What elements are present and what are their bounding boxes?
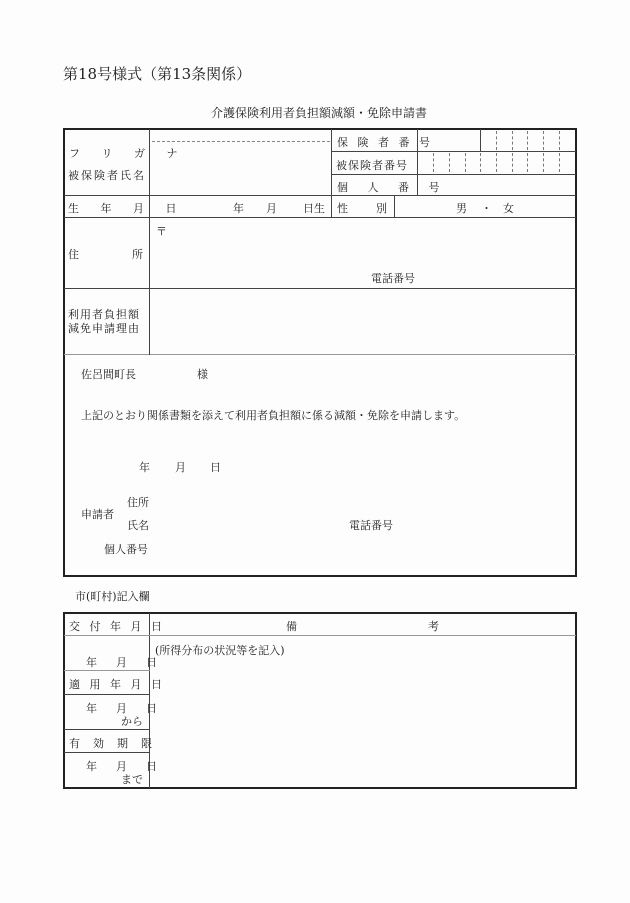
birth-month-unit: 月 [266, 202, 277, 215]
addressee: 佐呂間町長 [81, 368, 136, 381]
applicant-name-input[interactable] [155, 514, 340, 532]
issue-date-label: 交 付 年 月 日 [69, 620, 165, 633]
gender-option-male[interactable]: 男 [456, 202, 467, 215]
insured-number-label: 被保険者番号 [336, 159, 408, 172]
insurer-number-input[interactable] [418, 130, 575, 151]
application-day-unit: 日 [210, 461, 221, 474]
declaration-statement: 上記のとおり関係書類を添えて利用者負担額に係る減額・免除を申請します。 [81, 409, 466, 422]
birth-year-unit: 年 [233, 202, 244, 215]
applicant-address-input[interactable] [155, 491, 565, 509]
gender-separator: ・ [481, 202, 492, 215]
apply-date-value[interactable]: 年 月 日 [86, 702, 161, 715]
birthdate-label: 生 年 月 日 [68, 202, 186, 215]
form-number: 第18号様式（第13条関係） [63, 65, 252, 83]
applicant-address-label: 住所 [127, 496, 149, 509]
remarks-label-2: 考 [428, 620, 439, 633]
from-label: から [121, 715, 143, 728]
insurer-number-label: 保 険 者 番 号 [337, 136, 433, 149]
applicant-personal-number-input[interactable] [155, 538, 405, 556]
gender-label-1: 性 [337, 202, 348, 215]
birth-day-unit: 日生 [303, 202, 325, 215]
reason-label-1: 利用者負担額 [68, 308, 140, 321]
reason-input[interactable] [151, 289, 575, 354]
gender-option-female[interactable]: 女 [503, 202, 514, 215]
insured-name-label: 被保険者氏名 [68, 169, 146, 182]
issue-date-value[interactable]: 年 月 日 [86, 656, 161, 669]
municipal-section-label: 市(町村)記入欄 [75, 590, 150, 603]
remarks-label-1: 備 [286, 620, 297, 633]
applicant-name-label: 氏名 [127, 519, 149, 532]
birthdate-input[interactable] [151, 197, 301, 216]
personal-number-label: 個 人 番 号 [337, 181, 448, 194]
postal-mark-icon: 〒 [156, 225, 167, 238]
application-year-unit: 年 [139, 461, 150, 474]
application-date-input[interactable] [100, 455, 230, 475]
remarks-input[interactable] [151, 637, 575, 787]
address-label-1: 住 [68, 248, 79, 261]
honorific: 様 [197, 368, 208, 381]
valid-period-label: 有 効 期 限 [69, 737, 153, 750]
furigana-label: フ リ ガ ナ [69, 147, 187, 160]
form-title: 介護保険利用者負担額減額・免除申請書 [211, 106, 428, 120]
applicant-phone-input[interactable] [400, 514, 565, 532]
address-input[interactable] [151, 218, 575, 288]
reason-label-2: 減免申請理由 [68, 322, 140, 335]
valid-until-value[interactable]: 年 月 日 [86, 760, 161, 773]
applicant-personal-number-label: 個人番号 [104, 543, 148, 556]
apply-date-label: 適 用 年 月 日 [69, 678, 165, 691]
applicant-phone-label: 電話番号 [349, 519, 393, 532]
applicant-label: 申請者 [81, 508, 114, 521]
phone-label: 電話番号 [371, 272, 415, 285]
until-label: まで [121, 773, 143, 786]
gender-label-2: 別 [376, 202, 387, 215]
insured-number-input[interactable] [418, 152, 575, 174]
application-month-unit: 月 [175, 461, 186, 474]
furigana-input[interactable] [151, 130, 330, 141]
address-label-2: 所 [132, 248, 143, 261]
remarks-hint: (所得分布の状況等を記入) [155, 644, 285, 657]
